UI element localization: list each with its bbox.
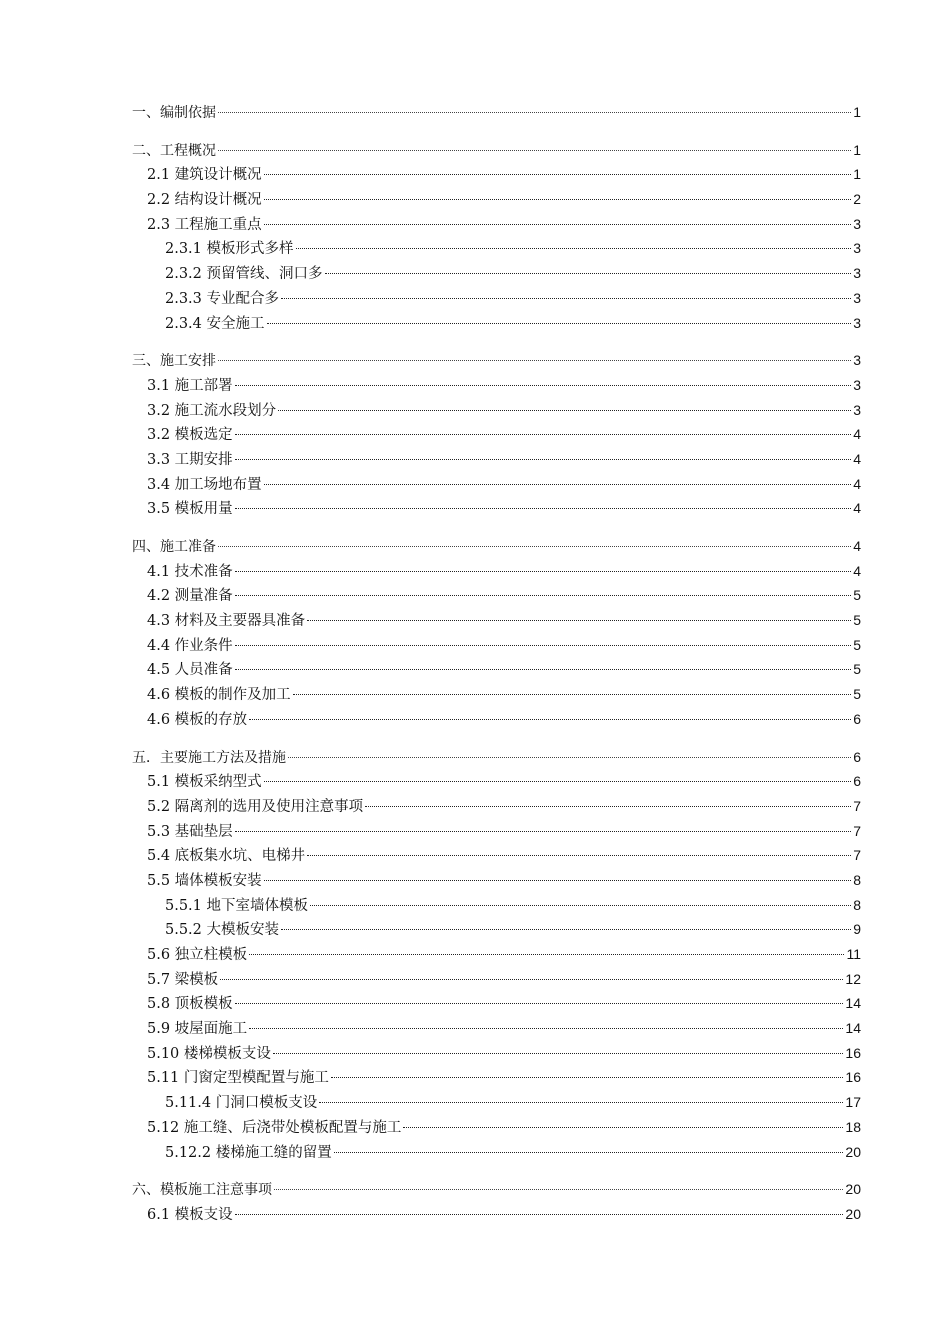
toc-dot-leader [218,111,851,113]
toc-dot-leader [403,1126,843,1128]
toc-dot-leader [218,359,851,361]
toc-section-entry[interactable] [132,1041,861,1066]
toc-dot-leader [218,545,851,547]
table-of-contents [132,100,861,1227]
toc-entry-title: 3.3 工期安排 [147,451,233,468]
toc-page-number: 20 [845,1143,861,1160]
toc-page-number: 4 [853,500,861,517]
toc-section-entry[interactable] [132,373,861,398]
toc-dot-leader [235,594,852,596]
toc-dot-leader [273,1052,844,1054]
toc-dot-leader [288,756,851,758]
toc-section-entry[interactable] [132,868,861,893]
toc-page-number: 12 [845,970,861,987]
toc-section-entry[interactable] [132,472,861,497]
toc-dot-leader [249,718,851,720]
toc-page-number: 5 [853,686,861,703]
toc-section-entry[interactable] [132,447,861,472]
toc-dot-leader [325,272,852,274]
toc-entry-title: 3.1 施工部署 [147,377,233,394]
toc-dot-leader [235,433,852,435]
toc-entry-title: 3.2 模板选定 [147,427,233,444]
toc-entry-title: 5.11.4 门洞口模板支设 [165,1095,318,1112]
toc-section-entry[interactable] [132,559,861,584]
toc-page-number: 6 [853,773,861,790]
toc-entry-title: 5.1 模板采纳型式 [147,774,262,791]
toc-section-entry[interactable] [132,819,861,844]
toc-page-number: 16 [845,1044,861,1061]
toc-page-number: 17 [845,1094,861,1111]
toc-entry-title: 2.1 建筑设计概况 [147,167,262,184]
toc-entry-title: 5.8 顶板模板 [147,996,233,1013]
toc-chapter-entry[interactable] [132,348,861,373]
toc-entry-title: 5.4 底板集水坑、电梯井 [147,848,306,865]
toc-section-entry[interactable] [132,422,861,447]
toc-page-number: 7 [853,847,861,864]
toc-page-number: 14 [845,1020,861,1037]
toc-section-entry[interactable] [132,496,861,521]
toc-dot-leader [235,1213,844,1215]
toc-entry-title: 5.11 门窗定型模配置与施工 [147,1070,329,1087]
toc-page-number: 3 [853,265,861,282]
toc-subsection-entry[interactable] [132,917,861,942]
toc-chapter-entry[interactable] [132,745,861,770]
toc-dot-leader [235,507,852,509]
toc-section-entry[interactable] [132,1202,861,1227]
toc-dot-leader [220,978,843,980]
toc-chapter-entry[interactable] [132,1177,861,1202]
toc-dot-leader [235,570,852,572]
toc-dot-leader [331,1076,844,1078]
toc-subsection-entry[interactable] [132,311,861,336]
toc-section-entry[interactable] [132,212,861,237]
toc-page-number: 4 [853,426,861,443]
toc-page-number: 6 [853,710,861,727]
toc-subsection-entry[interactable] [132,286,861,311]
toc-dot-leader [264,173,852,175]
toc-dot-leader [264,483,852,485]
toc-entry-title: 2.3.1 模板形式多样 [165,241,294,258]
toc-page-number: 1 [853,104,861,120]
toc-section-entry[interactable] [132,707,861,732]
toc-section-entry[interactable] [132,162,861,187]
toc-page-number: 4 [853,475,861,492]
toc-section-entry[interactable] [132,583,861,608]
toc-dot-leader [267,322,852,324]
toc-entry-title: 3.4 加工场地布置 [147,476,262,493]
toc-dot-leader [218,149,851,151]
toc-page-number: 3 [853,240,861,257]
toc-entry-title: 5.3 基础垫层 [147,823,233,840]
toc-page-number: 3 [853,289,861,306]
toc-dot-leader [334,1151,844,1153]
toc-dot-leader [249,953,844,955]
toc-entry-title: 5.9 坡屋面施工 [147,1021,248,1038]
toc-entry-title: 4.2 测量准备 [147,588,233,605]
toc-entry-title: 4.5 人员准备 [147,662,233,679]
toc-page-number: 6 [853,748,861,765]
toc-section-entry[interactable] [132,991,861,1016]
toc-entry-title: 6.1 模板支设 [147,1206,233,1223]
toc-section-entry[interactable] [132,187,861,212]
toc-dot-leader [264,780,852,782]
toc-entry-title: 5.10 楼梯模板支设 [147,1045,271,1062]
toc-page-number: 7 [853,822,861,839]
toc-section-entry[interactable] [132,608,861,633]
toc-section-entry[interactable] [132,682,861,707]
toc-entry-title: 三、施工安排 [132,353,216,370]
toc-dot-leader [281,297,851,299]
toc-entry-title: 4.1 技术准备 [147,563,233,580]
toc-chapter-entry[interactable] [132,100,861,125]
toc-page-number: 3 [853,376,861,393]
toc-subsection-entry[interactable] [132,1140,861,1165]
toc-page-number: 16 [845,1069,861,1086]
toc-page-number: 8 [853,896,861,913]
toc-section-entry[interactable] [132,942,861,967]
toc-dot-leader [235,668,852,670]
toc-page-number: 1 [853,166,861,183]
toc-dot-leader [281,928,851,930]
toc-dot-leader [235,458,852,460]
toc-entry-title: 5.2 隔离剂的选用及使用注意事项 [147,798,364,815]
toc-dot-leader [296,247,852,249]
toc-subsection-entry[interactable] [132,893,861,918]
toc-dot-leader [235,384,852,386]
toc-entry-title: 2.3.4 安全施工 [165,315,265,332]
toc-entry-title: 2.3 工程施工重点 [147,216,262,233]
toc-entry-title: 五．主要施工方法及措施 [132,749,286,766]
toc-dot-leader [278,409,851,411]
toc-page-number: 2 [853,191,861,208]
toc-dot-leader [319,1101,843,1103]
toc-page-number: 9 [853,921,861,938]
toc-dot-leader [274,1188,843,1190]
toc-entry-title: 5.5.1 地下室墙体模板 [165,897,309,914]
toc-entry-title: 5.12.2 楼梯施工缝的留置 [165,1144,332,1161]
toc-page-number: 18 [845,1118,861,1135]
toc-section-entry[interactable] [132,843,861,868]
toc-subsection-entry[interactable] [132,261,861,286]
toc-section-entry[interactable] [132,1065,861,1090]
toc-section-entry[interactable] [132,398,861,423]
toc-page-number: 5 [853,587,861,604]
toc-entry-title: 2.3.3 专业配合多 [165,290,280,307]
toc-section-entry[interactable] [132,1016,861,1041]
toc-subsection-entry[interactable] [132,1090,861,1115]
toc-page-number: 20 [845,1181,861,1198]
toc-entry-title: 5.5.2 大模板安装 [165,922,280,939]
toc-entry-title: 一、编制依据 [132,105,216,121]
toc-entry-title: 四、施工准备 [132,539,216,555]
toc-page-number: 1 [853,141,861,158]
toc-page-number: 11 [846,946,861,962]
toc-dot-leader [235,644,852,646]
toc-dot-leader [264,198,852,200]
toc-entry-title: 3.2 施工流水段划分 [147,402,277,419]
toc-section-entry[interactable] [132,633,861,658]
toc-page-number: 3 [853,352,861,369]
toc-dot-leader [264,223,852,225]
toc-dot-leader [235,1002,844,1004]
toc-section-entry[interactable] [132,769,861,794]
toc-entry-title: 4.6 模板的制作及加工 [147,687,291,704]
toc-page-number: 8 [853,871,861,888]
toc-page-number: 4 [853,450,861,467]
toc-section-entry[interactable] [132,794,861,819]
toc-section-entry[interactable] [132,967,861,992]
toc-entry-title: 4.3 材料及主要器具准备 [147,613,306,630]
toc-chapter-entry[interactable] [132,534,861,559]
toc-entry-title: 2.2 结构设计概况 [147,192,262,209]
toc-page-number: 4 [853,538,861,554]
toc-page-number: 7 [853,797,861,814]
toc-entry-title: 2.3.2 预留管线、洞口多 [165,266,323,283]
toc-page-number: 5 [853,636,861,653]
toc-entry-title: 5.7 梁模板 [147,971,219,988]
toc-page-number: 5 [853,661,861,678]
toc-chapter-entry[interactable] [132,138,861,163]
toc-entry-title: 六、模板施工注意事项 [132,1182,272,1199]
toc-page-number: 4 [853,562,861,579]
toc-dot-leader [307,854,851,856]
toc-dot-leader [235,830,852,832]
toc-entry-title: 3.5 模板用量 [147,501,233,518]
toc-dot-leader [249,1027,843,1029]
toc-dot-leader [264,879,852,881]
toc-entry-title: 5.12 施工缝、后浇带处模板配置与施工 [147,1119,402,1136]
toc-dot-leader [307,619,851,621]
toc-page-number: 14 [845,995,861,1012]
toc-entry-title: 4.4 作业条件 [147,637,233,654]
toc-entry-title: 5.5 墙体模板安装 [147,872,262,889]
toc-entry-title: 4.6 模板的存放 [147,711,248,728]
toc-page-number: 3 [853,314,861,331]
toc-entry-title: 5.6 独立柱模板 [147,947,248,963]
toc-section-entry[interactable] [132,657,861,682]
toc-dot-leader [365,805,851,807]
toc-dot-leader [310,904,851,906]
toc-dot-leader [293,693,852,695]
toc-subsection-entry[interactable] [132,236,861,261]
toc-page-number: 3 [853,215,861,232]
toc-page-number: 5 [853,612,861,629]
toc-page-number: 3 [853,401,861,418]
toc-entry-title: 二、工程概况 [132,142,216,159]
toc-page-number: 20 [845,1205,861,1222]
toc-section-entry[interactable] [132,1115,861,1140]
